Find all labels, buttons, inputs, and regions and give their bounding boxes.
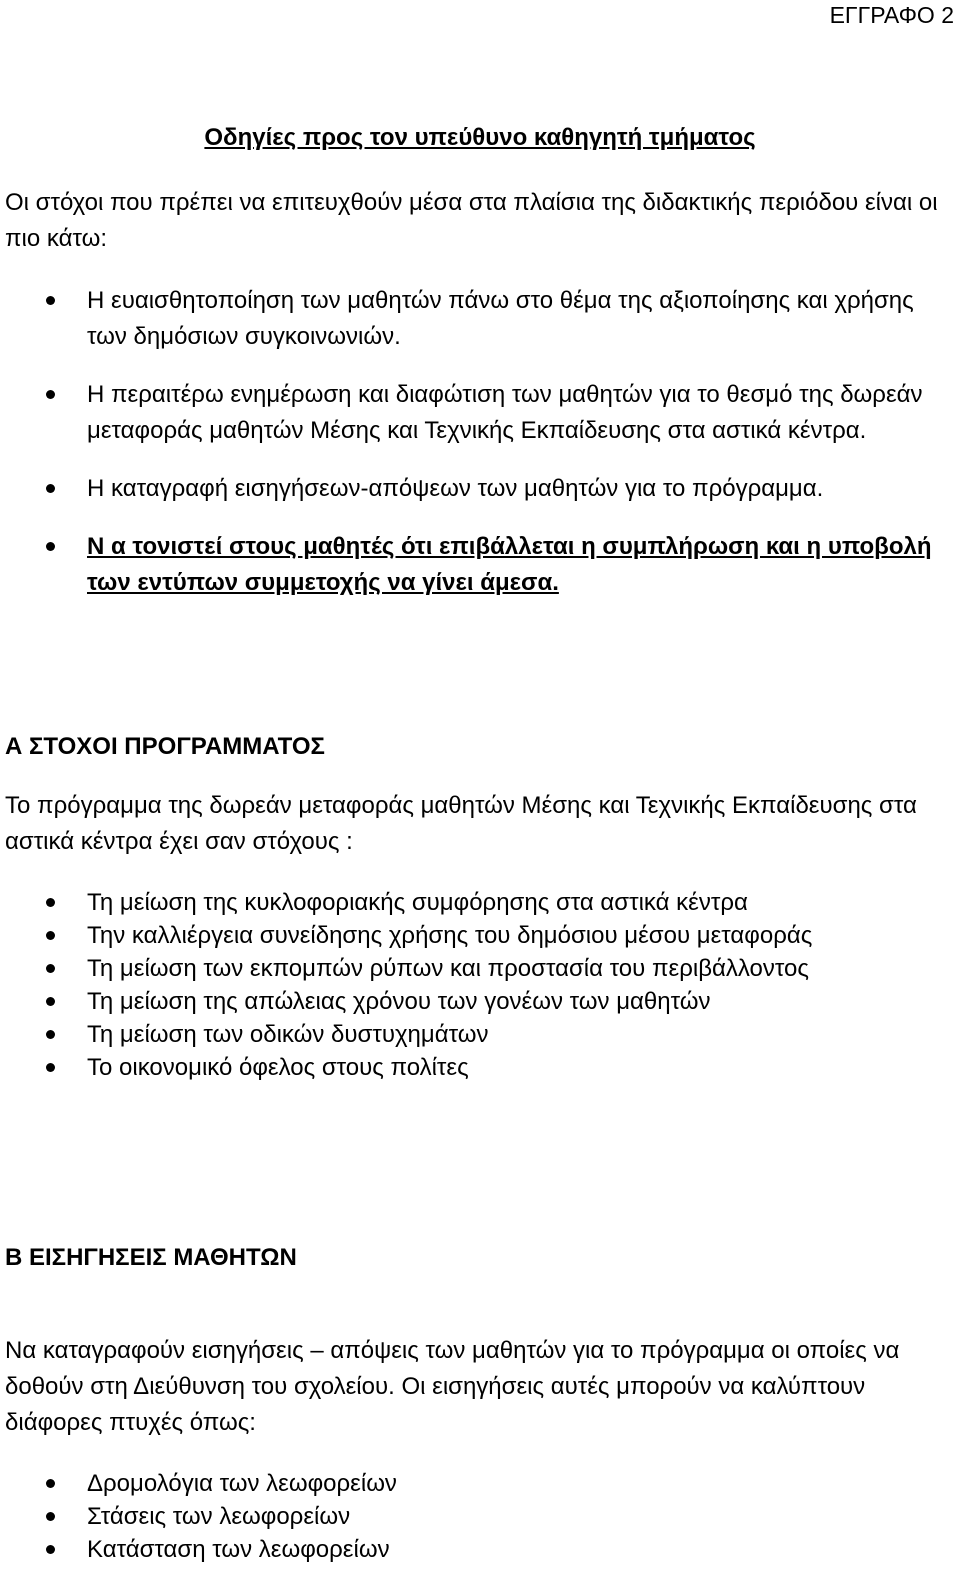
list-item-text: Στάσεις των λεωφορείων <box>87 1503 351 1530</box>
bullet-icon <box>46 1030 55 1039</box>
section-b-paragraph: Να καταγραφούν εισηγήσεις – απόψεις των μαθητών για το πρόγραμμα οι οποίες να δοθούν στη Διεύθυνση του σχολείου. Οι εισηγήσεις αυτές μπορούν να καλύπτουν διάφορες πτυχές όπως: <box>5 1337 900 1436</box>
list-item-text: Τη μείωση των εκπομπών ρύπων και προστασία του περιβάλλοντος <box>87 955 809 982</box>
list-item <box>0 1533 960 1566</box>
list-item <box>0 377 960 449</box>
page-title: Οδηγίες προς τον υπεύθυνο καθηγητή τμήματος <box>204 124 756 151</box>
list-item <box>0 1018 960 1051</box>
bullet-icon <box>46 964 55 973</box>
bullet-icon <box>46 542 55 551</box>
list-item-text: Τη μείωση της κυκλοφοριακής συμφόρησης στα αστικά κέντρα <box>87 889 748 916</box>
list-item-text: Τη μείωση των οδικών δυστυχημάτων <box>87 1021 489 1048</box>
list-item-text: Τη μείωση της απώλειας χρόνου των γονέων των μαθητών <box>87 988 711 1015</box>
list-item-text: Ν α τονιστεί στους μαθητές ότι επιβάλλεται η συμπλήρωση και η υποβολή των εντύπων συμμετοχής να γίνει άμεσα. <box>87 533 932 596</box>
bullet-icon <box>46 390 55 399</box>
list-item-text: Την καλλιέργεια συνείδησης χρήσης του δημόσιου μέσου μεταφοράς <box>87 922 813 949</box>
bullet-icon <box>46 296 55 305</box>
list-item <box>0 985 960 1018</box>
list-item-text: Η περαιτέρω ενημέρωση και διαφώτιση των μαθητών για το θεσμό της δωρεάν μεταφοράς μαθητών Μέσης και Τεχνικής Εκπαίδευσης στα αστικά κέντρα. <box>87 381 923 444</box>
document-label: ΕΓΓΡΑΦΟ 2 <box>829 2 954 28</box>
list-item <box>0 529 960 601</box>
list-item <box>0 1500 960 1533</box>
list-item-text: Το οικονομικό όφελος στους πολίτες <box>87 1054 469 1081</box>
intro-list <box>0 283 960 623</box>
bullet-icon <box>46 997 55 1006</box>
intro-paragraph: Οι στόχοι που πρέπει να επιτευχθούν μέσα στα πλαίσια της διδακτικής περιόδου είναι οι πιο κάτω: <box>5 189 938 252</box>
bullet-icon <box>46 1063 55 1072</box>
bullet-icon <box>46 1512 55 1521</box>
section-b-heading: Β ΕΙΣΗΓΗΣΕΙΣ ΜΑΘΗΤΩΝ <box>5 1244 297 1271</box>
bullet-icon <box>46 484 55 493</box>
list-item <box>0 952 960 985</box>
list-item-text: Η ευαισθητοποίηση των μαθητών πάνω στο θέμα της αξιοποίησης και χρήσης των δημόσιων συγκοινωνιών. <box>87 287 914 350</box>
list-item <box>0 1051 960 1084</box>
bullet-icon <box>46 1479 55 1488</box>
section-a-heading: Α ΣΤΟΧΟΙ ΠΡΟΓΡΑΜΜΑΤΟΣ <box>5 733 325 760</box>
list-item <box>0 471 960 507</box>
bullet-icon <box>46 1545 55 1554</box>
bullet-icon <box>46 898 55 907</box>
list-item <box>0 283 960 355</box>
section-b-list <box>0 1467 960 1566</box>
list-item <box>0 1467 960 1500</box>
list-item <box>0 886 960 919</box>
list-item <box>0 919 960 952</box>
list-item-text: Η καταγραφή εισηγήσεων-απόψεων των μαθητών για το πρόγραμμα. <box>87 475 824 502</box>
bullet-icon <box>46 931 55 940</box>
section-a-list <box>0 886 960 1084</box>
list-item-text: Κατάσταση των λεωφορείων <box>87 1536 390 1563</box>
list-item-text: Δρομολόγια των λεωφορείων <box>87 1470 397 1497</box>
section-a-paragraph: Το πρόγραμμα της δωρεάν μεταφοράς μαθητών Μέσης και Τεχνικής Εκπαίδευσης στα αστικά κέντρα έχει σαν στόχους : <box>5 792 917 855</box>
